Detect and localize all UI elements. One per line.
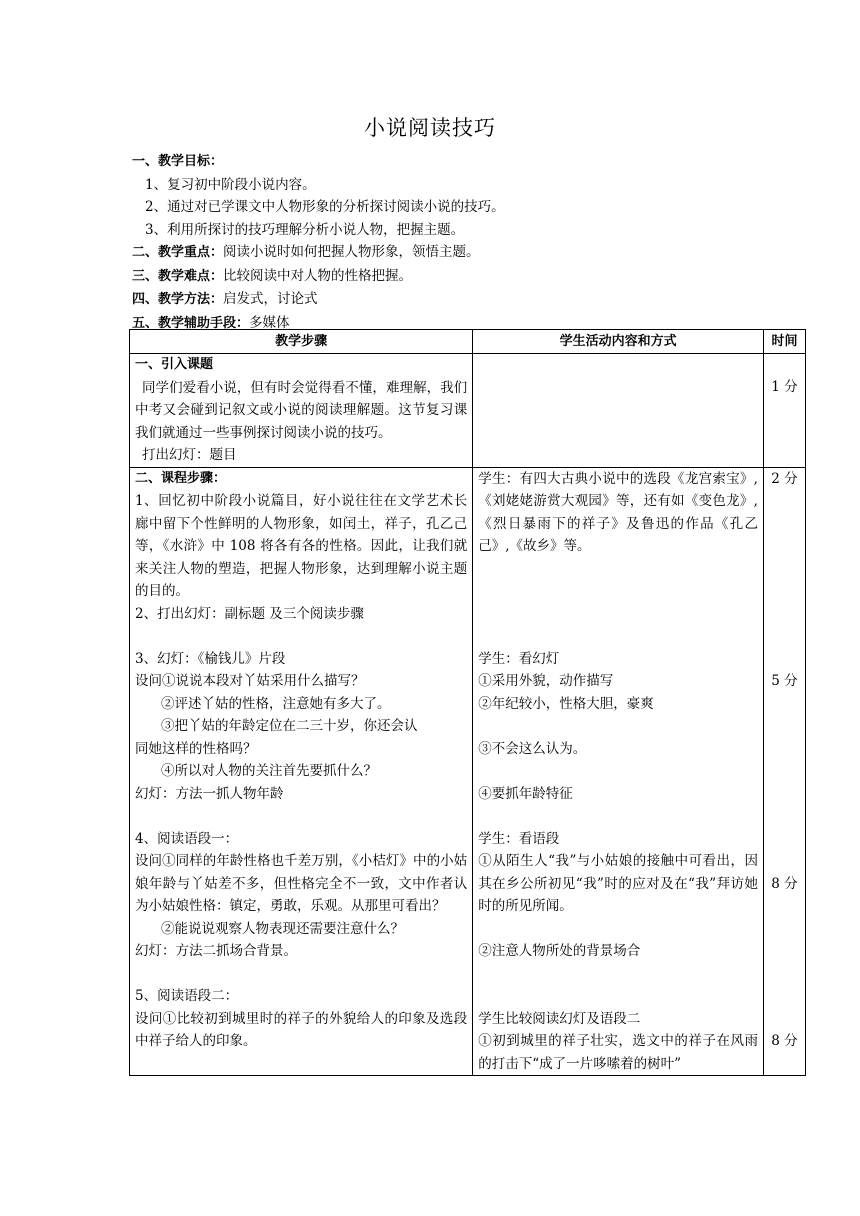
row1-activities: [473, 354, 764, 468]
step-3-q3: ③把丫姑的年龄定位在二三十岁，你还会认: [161, 718, 418, 734]
activity-1: 学生：有四大古典小说中的选段《龙宫索宝》,《刘姥姥游赏大观园》等，还有如《变色龙》,《烈日暴雨下的祥子》及鲁迅的作品《孔乙己》,《故乡》等。: [478, 470, 758, 554]
activity-3-a4: ④要抓年龄特征: [478, 785, 573, 802]
activity-3: 学生：看幻灯: [478, 650, 560, 667]
page-title: 小说阅读技巧: [364, 116, 496, 140]
header-activities: 学生活动内容和方式: [473, 330, 764, 354]
step-5-q1: 设问①比较初到城里时的祥子的外貌给人的印象及选段中祥子给人的印象。: [135, 1010, 468, 1049]
row2-activities: [473, 467, 764, 1076]
time-step-5: 8 分: [771, 1033, 798, 1049]
step-1: 1、回忆初中阶段小说篇目，好小说往往在文学艺术长廊中留下个性鲜明的人物形象，如闰土，祥子，孔乙己等，《水浒》中 108 将各有各的性格。因此，让我们就来关注人物的塑造，把握人物形象，达到理解小说主题的目的。: [135, 493, 468, 599]
activity-4-a2: ②注意人物所处的背景场合: [478, 943, 641, 959]
step-5: 5、阅读语段二：: [135, 988, 239, 1004]
step-4-slide: 幻灯：方法二抓场合背景。: [135, 943, 297, 959]
lesson-table: [129, 329, 806, 1076]
activity-3-a3: ③不会这么认为。: [478, 740, 587, 757]
row2-heading: 二、课程步骤：: [135, 470, 227, 486]
activity-4: 学生：看语段: [478, 830, 560, 847]
step-4-q2: ②能说说观察人物表现还需要注意什么？: [161, 920, 404, 937]
time-step-1: 2 分: [771, 470, 798, 487]
time-step-4: 8 分: [771, 875, 798, 892]
objective-item: 3、利用所探讨的技巧理解分析小说人物，把握主题。: [145, 221, 465, 238]
activity-3-a1: ①采用外貌，动作描写: [478, 673, 614, 689]
activity-5-a1: ①初到城里的祥子壮实，选文中的祥子在风雨的打击下“成了一片哆嗦着的树叶”: [478, 1033, 758, 1072]
header-steps: 教学步骤: [130, 330, 473, 354]
lesson-overview: [132, 150, 812, 335]
activity-3-a2: ②年纪较小，性格大胆，豪爽: [478, 695, 654, 712]
step-4: 4、阅读语段一：: [135, 830, 239, 847]
time-step-3: 5 分: [771, 673, 798, 689]
step-3-q1: 设问①说说本段对丫姑采用什么描写？: [135, 673, 365, 689]
key-points: 二、教学重点：阅读小说时如何把握人物形象，领悟主题。: [132, 244, 480, 260]
objectives-heading: 一、教学目标：: [132, 154, 224, 169]
step-3-q4: ④所以对人物的关注首先要抓什么？: [161, 763, 377, 779]
row2-steps: [130, 467, 473, 1076]
row1-heading: 一、引入课题: [135, 357, 214, 372]
step-3-q2: ②评述丫姑的性格，注意她有多大了。: [161, 695, 391, 712]
step-2: 2、打出幻灯：副标题 及三个阅读步骤: [135, 605, 364, 622]
row1-slide: 打出幻灯：题目: [142, 447, 237, 463]
objective-item: 2、通过对已学课文中人物形象的分析探讨阅读小说的技巧。: [145, 199, 505, 215]
header-time: 时间: [763, 330, 805, 354]
teaching-aids: 五、教学辅助手段：多媒体: [132, 314, 290, 331]
table-row: [130, 354, 806, 468]
activity-5: 学生比较阅读幻灯及语段二: [478, 1010, 641, 1027]
row1-steps: [130, 354, 473, 468]
row2-time: [763, 467, 805, 1076]
activity-4-a1: ①从陌生人“我”与小姑娘的接触中可看出，因其在乡公所初见“我”时的应对及在“我”拜访她时的所见所闻。: [478, 853, 758, 914]
step-3-q3-cont: 同她这样的性格吗？: [135, 740, 257, 757]
table-header-row: [130, 330, 806, 354]
step-3-slide: 幻灯：方法一抓人物年龄: [135, 785, 284, 802]
difficulties: 三、教学难点：比较阅读中对人物的性格把握。: [132, 267, 413, 284]
step-3: 3、幻灯：《榆钱儿》片段: [135, 650, 286, 667]
row1-time: 1 分: [763, 354, 805, 468]
teaching-methods: 四、教学方法：启发式，讨论式: [132, 291, 318, 307]
row1-intro: 同学们爱看小说，但有时会觉得看不懂，难理解，我们中考又会碰到记叙文或小说的阅读理解题。这节复习课我们就通过一些事例探讨阅读小说的技巧。: [135, 379, 468, 441]
table-row: [130, 467, 806, 1076]
objective-item: 1、复习初中阶段小说内容。: [145, 176, 316, 193]
step-4-q1: 设问①同样的年龄性格也千差万别，《小桔灯》中的小姑娘年龄与丫姑差不多，但性格完全不一致，文中作者认为小姑娘性格：镇定，勇敢，乐观。从那里可看出？: [135, 853, 468, 914]
